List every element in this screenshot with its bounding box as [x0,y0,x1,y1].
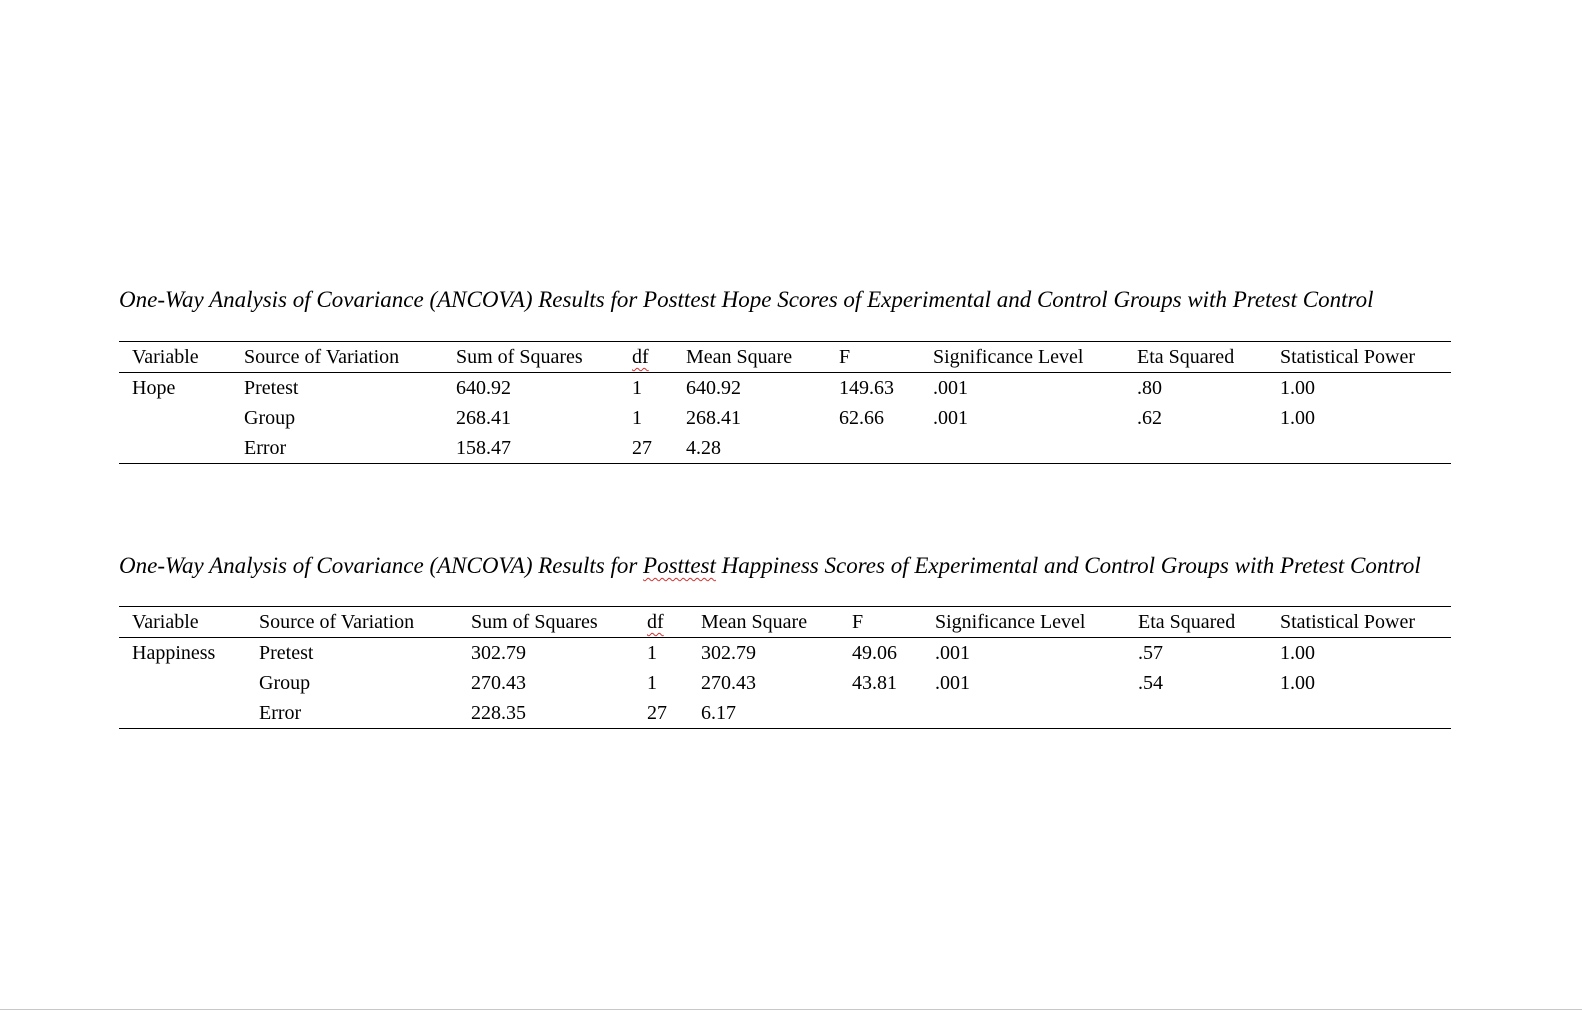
cell: 6.17 [688,698,839,729]
column-header-eta-squared: Eta Squared [1125,607,1267,638]
cell [1267,433,1451,464]
cell: .001 [935,672,970,694]
cell: Hope [132,377,176,399]
cell: .57 [1138,642,1163,664]
cell [922,698,1125,729]
cell: 228.35 [458,698,634,729]
cell: Error [246,698,458,729]
cell: .001 [933,377,968,399]
cell [920,433,1124,464]
page-bottom-divider [0,1009,1582,1010]
cell: 1.00 [1280,377,1315,399]
column-header-mean-square: Mean Square [673,342,826,373]
cell: 268.41 [456,407,511,429]
cell: 268.41 [686,407,741,429]
table-caption-happiness [119,552,1421,580]
column-header-sum-of-squares: Sum of Squares [458,607,634,638]
cell [826,433,920,464]
column-header-significance: Significance Level [920,342,1124,373]
ancova-table-hope [119,341,1451,464]
column-header-power: Statistical Power [1267,342,1451,373]
table-row [119,373,1451,404]
cell: Pretest [244,377,299,399]
ancova-table-happiness [119,606,1451,729]
caption-text: Posttest [643,287,716,312]
cell: 640.92 [456,377,511,399]
table-row [119,698,1451,729]
cell: .001 [933,407,968,429]
cell: Pretest [259,642,314,664]
column-header-variable: Variable [119,607,246,638]
cell: 27 [634,698,688,729]
column-header-mean-square: Mean Square [688,607,839,638]
cell: 149.63 [839,377,894,399]
table-caption-hope [119,286,1373,314]
cell [119,668,246,698]
table-row [119,668,1451,698]
cell [1125,698,1267,729]
cell: 270.43 [471,672,526,694]
column-header-significance: Significance Level [922,607,1125,638]
column-header-df [634,607,688,638]
cell: 1.00 [1280,407,1315,429]
cell: 302.79 [701,642,756,664]
header-row [119,607,1451,638]
column-header-source: Source of Variation [231,342,443,373]
cell: 1.00 [1280,642,1315,664]
cell: 1 [632,407,642,429]
cell: 62.66 [839,407,884,429]
caption-text: One-Way Analysis of Covariance (ANCOVA) Results for [119,287,644,312]
cell: Happiness [132,642,216,664]
caption-text: Hope Scores of Experimental and Control Groups with Pretest Control [715,287,1374,312]
cell [119,403,231,433]
cell: 49.06 [852,642,897,664]
cell: .54 [1138,672,1163,694]
caption-text: One-Way Analysis of Covariance (ANCOVA) Results for [119,553,644,578]
cell: 158.47 [443,433,619,464]
cell [119,698,246,729]
cell [1124,433,1267,464]
table-row [119,433,1451,464]
cell [839,698,922,729]
cell: 43.81 [852,672,897,694]
column-header-eta-squared: Eta Squared [1124,342,1267,373]
cell: 27 [619,433,673,464]
cell: 302.79 [471,642,526,664]
caption-text: Happiness Scores of Experimental and Control Groups with Pretest Control [715,553,1421,578]
caption-spell-flag: Posttest [643,553,716,578]
column-header-sum-of-squares: Sum of Squares [443,342,619,373]
cell: 1.00 [1280,672,1315,694]
column-header-f: F [839,607,922,638]
column-header-df [619,342,673,373]
cell: 270.43 [701,672,756,694]
cell: .62 [1137,407,1162,429]
cell: Group [244,407,296,429]
cell: 640.92 [686,377,741,399]
cell: 1 [647,642,657,664]
cell: 4.28 [673,433,826,464]
cell: 1 [647,672,657,694]
table-row [119,638,1451,669]
df-label: df [647,611,664,633]
cell: Error [231,433,443,464]
cell: .001 [935,642,970,664]
cell: .80 [1137,377,1162,399]
column-header-power: Statistical Power [1267,607,1451,638]
column-header-variable: Variable [119,342,231,373]
table-row [119,403,1451,433]
header-row [119,342,1451,373]
df-label: df [632,346,649,368]
cell [119,433,231,464]
cell: Group [259,672,311,694]
column-header-f: F [826,342,920,373]
column-header-source: Source of Variation [246,607,458,638]
cell [1267,698,1451,729]
cell: 1 [632,377,642,399]
